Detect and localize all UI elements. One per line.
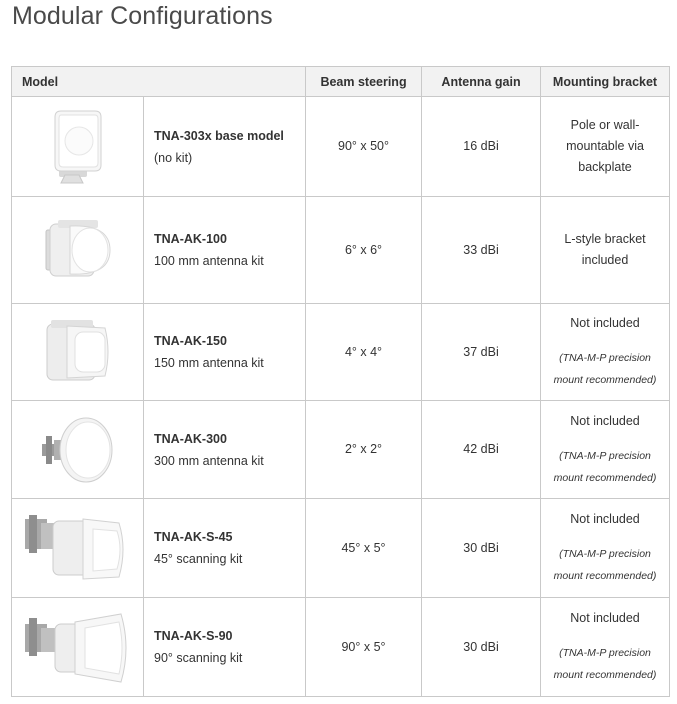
tna-ak-150-device-image bbox=[39, 318, 117, 386]
product-subtitle: 100 mm antenna kit bbox=[154, 254, 264, 268]
table-row bbox=[12, 197, 670, 304]
product-name: TNA-303x base model bbox=[154, 128, 284, 143]
header-mounting-bracket: Mounting bracket bbox=[541, 67, 670, 97]
mounting-bracket-cell bbox=[541, 499, 670, 598]
bracket-text: L-style bracket included bbox=[564, 232, 646, 267]
tna-ak-300-device-image bbox=[38, 414, 118, 486]
product-subtitle: 90° scanning kit bbox=[154, 651, 243, 665]
header-antenna-gain: Antenna gain bbox=[422, 67, 541, 97]
product-name-cell bbox=[144, 598, 306, 697]
bracket-text: Not included bbox=[570, 611, 640, 625]
table-row bbox=[12, 401, 670, 499]
product-image-cell bbox=[12, 598, 144, 697]
product-image-cell bbox=[12, 401, 144, 499]
antenna-gain-cell: 42 dBi bbox=[422, 401, 541, 499]
table-row bbox=[12, 598, 670, 697]
product-subtitle: (no kit) bbox=[154, 150, 193, 165]
tna-ak-s-45-device-image bbox=[23, 511, 133, 585]
product-image-cell bbox=[12, 197, 144, 304]
mounting-bracket-cell bbox=[541, 97, 670, 197]
modular-configurations-table bbox=[11, 66, 670, 697]
product-name: TNA-AK-S-90 bbox=[154, 629, 233, 643]
mounting-bracket-cell bbox=[541, 197, 670, 304]
antenna-gain-cell: 16 dBi bbox=[422, 97, 541, 197]
product-name-cell bbox=[144, 499, 306, 598]
product-image-cell bbox=[12, 97, 144, 197]
header-model: Model bbox=[12, 67, 306, 97]
bracket-note: (TNA-M-P precision mount recommended) bbox=[553, 548, 657, 582]
bracket-note: (TNA-M-P precision mount recommended) bbox=[553, 449, 657, 484]
mounting-bracket-cell bbox=[541, 598, 670, 697]
product-name-cell bbox=[144, 97, 306, 197]
product-name: TNA-AK-150 bbox=[154, 334, 227, 348]
bracket-note: (TNA-M-P precision mount recommended) bbox=[553, 647, 657, 681]
bracket-note: (TNA-M-P precision mount recommended) bbox=[553, 352, 657, 386]
product-image-cell bbox=[12, 499, 144, 598]
antenna-gain-cell: 30 dBi bbox=[422, 598, 541, 697]
bracket-text: Not included bbox=[570, 512, 640, 526]
beam-steering-cell: 90° x 5° bbox=[306, 598, 422, 697]
table-row bbox=[12, 97, 670, 197]
product-name-cell bbox=[144, 197, 306, 304]
product-name: TNA-AK-300 bbox=[154, 431, 227, 446]
table-header-row bbox=[12, 67, 670, 97]
product-name: TNA-AK-S-45 bbox=[154, 530, 233, 544]
product-name-cell bbox=[144, 401, 306, 499]
antenna-gain-cell: 33 dBi bbox=[422, 197, 541, 304]
product-image-cell bbox=[12, 304, 144, 401]
product-name-cell bbox=[144, 304, 306, 401]
table-row bbox=[12, 499, 670, 598]
table-row bbox=[12, 304, 670, 401]
tna-ak-100-device-image bbox=[40, 216, 116, 284]
tna-ak-s-90-device-image bbox=[23, 610, 133, 684]
header-beam-steering: Beam steering bbox=[306, 67, 422, 97]
bracket-text: Pole or wall-mountable via backplate bbox=[566, 118, 644, 174]
tna-303x-device-image bbox=[43, 109, 113, 185]
product-subtitle: 150 mm antenna kit bbox=[154, 356, 264, 370]
bracket-text: Not included bbox=[570, 316, 640, 330]
beam-steering-cell: 45° x 5° bbox=[306, 499, 422, 598]
product-name: TNA-AK-100 bbox=[154, 232, 227, 246]
antenna-gain-cell: 37 dBi bbox=[422, 304, 541, 401]
page-title: Modular Configurations bbox=[12, 2, 273, 30]
antenna-gain-cell: 30 dBi bbox=[422, 499, 541, 598]
product-subtitle: 45° scanning kit bbox=[154, 552, 243, 566]
beam-steering-cell: 90° x 50° bbox=[306, 97, 422, 197]
beam-steering-cell: 4° x 4° bbox=[306, 304, 422, 401]
bracket-text: Not included bbox=[570, 413, 640, 428]
beam-steering-cell: 2° x 2° bbox=[306, 401, 422, 499]
mounting-bracket-cell bbox=[541, 401, 670, 499]
mounting-bracket-cell bbox=[541, 304, 670, 401]
product-subtitle: 300 mm antenna kit bbox=[154, 453, 264, 468]
beam-steering-cell: 6° x 6° bbox=[306, 197, 422, 304]
